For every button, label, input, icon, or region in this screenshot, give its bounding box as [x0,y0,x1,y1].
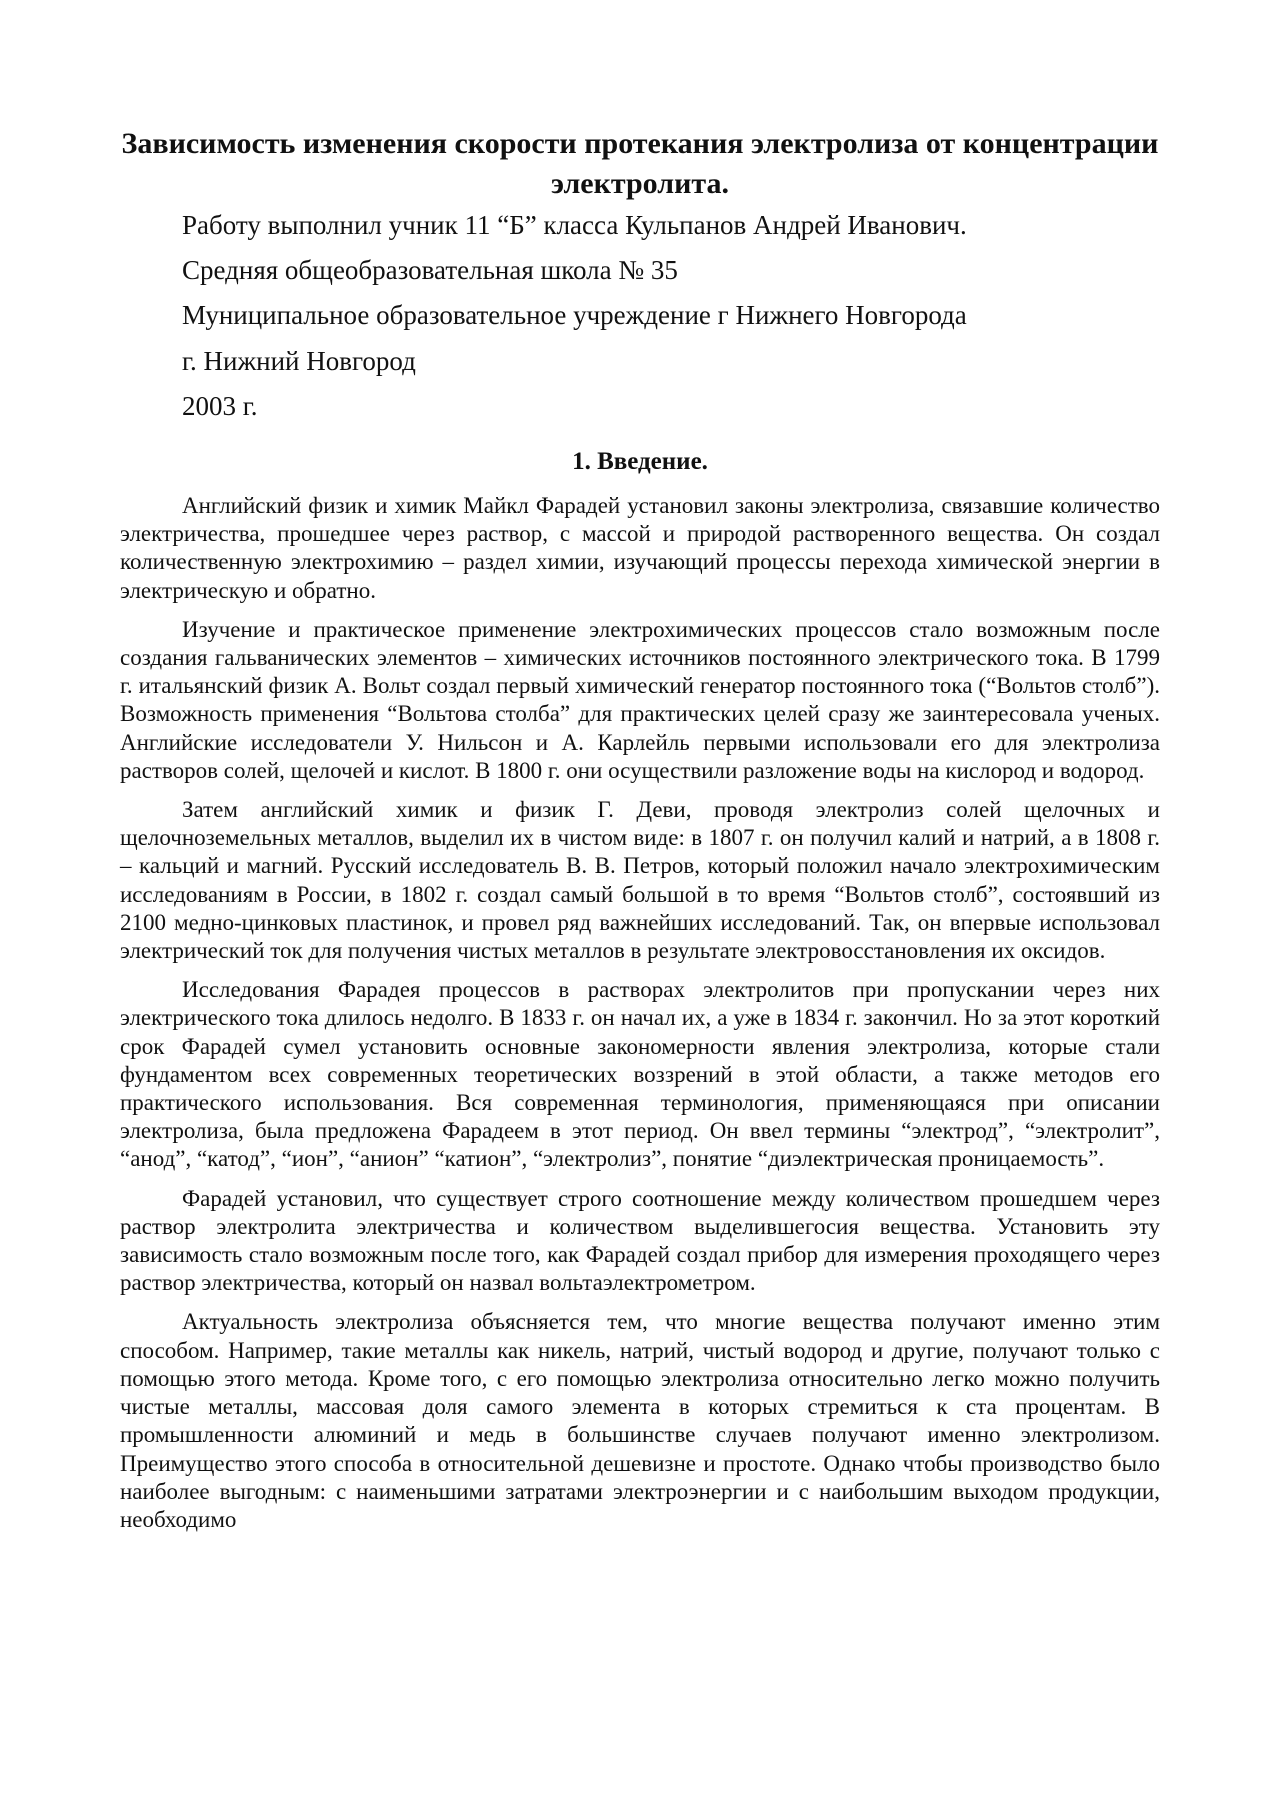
institution-line: Муниципальное образовательное учреждение г Нижнего Новгорода [182,300,967,330]
section-heading-introduction: 1. Введение. [572,448,708,475]
paragraph: Изучение и практическое применение электрохимических процессов стало возможным после создания гальванических элементов – химических источников постоянного электрического тока. В 1799 г. итальянский физик А. Вольт создал первый химический генератор постоянного тока (“Вольтов столб”). Возможность применения “Вольтова столба” для практических целей сразу же заинтересовала ученых. Английские исследователи У. Нильсон и А. Карлейль первыми использовали его для электролиза растворов солей, щелочей и кислот. В 1800 г. они осуществили разложение воды на кислород и водород. [120,616,1160,783]
paragraph: Английский физик и химик Майкл Фарадей установил законы электролиза, связавшие количество электричества, прошедшее через раствор, с массой и природой растворенного вещества. Он создал количественную электрохимию – раздел химии, изучающий процессы перехода химической энергии в электрическую и обратно. [120,493,1160,603]
author-line: Работу выполнил учник 11 “Б” класса Кульпанов Андрей Иванович. [182,210,967,240]
paragraph: Фарадей установил, что существует строго соотношение между количеством прошедшем через раствор электролита электричества и количеством выделившегосия вещества. Установить эту зависимость стало возможным после того, как Фарадей создал прибор для измерения проходящего через раствор электричества, который он назвал вольтаэлектрометром. [120,1185,1160,1296]
paragraph: Затем английский химик и физик Г. Деви, проводя электролиз солей щелочных и щелочноземельных металлов, выделил их в чистом виде: в 1807 г. он получил калий и натрий, а в 1808 г. – кальций и магний. Русский исследователь В. В. Петров, который положил начало электрохимическим исследованиям в России, в 1802 г. создал самый большой в то время “Вольтов столб”, состоявший из 2100 медно-цинковых пластинок, и провел ряд важнейших исследований. Так, он впервые использовал электрический ток для получения чистых металлов в результате электровосстановления их оксидов. [120,797,1160,964]
body-text [120,492,1160,1545]
paragraph: Актуальность электролиза объясняется тем, что многие вещества получают именно этим способом. Например, такие металлы как никель, натрий, чистый водород и другие, получают только с помощью этого метода. Кроме того, с его помощью электролиза относительно легко можно получить чистые металлы, массовая доля самого элемента в которых стремиться к ста процентам. В промышленности алюминий и медь в большинстве случаев получают именно электролизом. Преимущество этого способа в относительной дешевизне и простоте. Однако чтобы производство было наиболее выгодным: с наименьшими затратами электроэнергии и с наибольшим выходом продукции, необходимо [120,1309,1160,1532]
document-title: Зависимость изменения скорости протекания электролиза от концентрации электролита. [121,127,1159,200]
school-line: Средняя общеобразовательная школа № 35 [182,255,678,285]
paragraph: Исследования Фарадея процессов в растворах электролитов при пропускании через них электрического тока длилось недолго. В 1833 г. он начал их, а уже в 1834 г. закончил. Но за этот короткий срок Фарадей сумел установить основные закономерности явления электролиза, которые стали фундаментом всех современных теоретических воззрений в этой области, а также методов его практического использования. Вся современная терминология, применяющаяся при описании электролиза, была предложена Фарадеем в этот период. Он ввел термины “электрод”, “электролит”, “анод”, “катод”, “ион”, “анион” “катион”, “электролиз”, понятие “диэлектрическая проницаемость”. [120,977,1160,1172]
city-line: г. Нижний Новгород [182,346,416,376]
year-line: 2003 г. [182,391,258,421]
